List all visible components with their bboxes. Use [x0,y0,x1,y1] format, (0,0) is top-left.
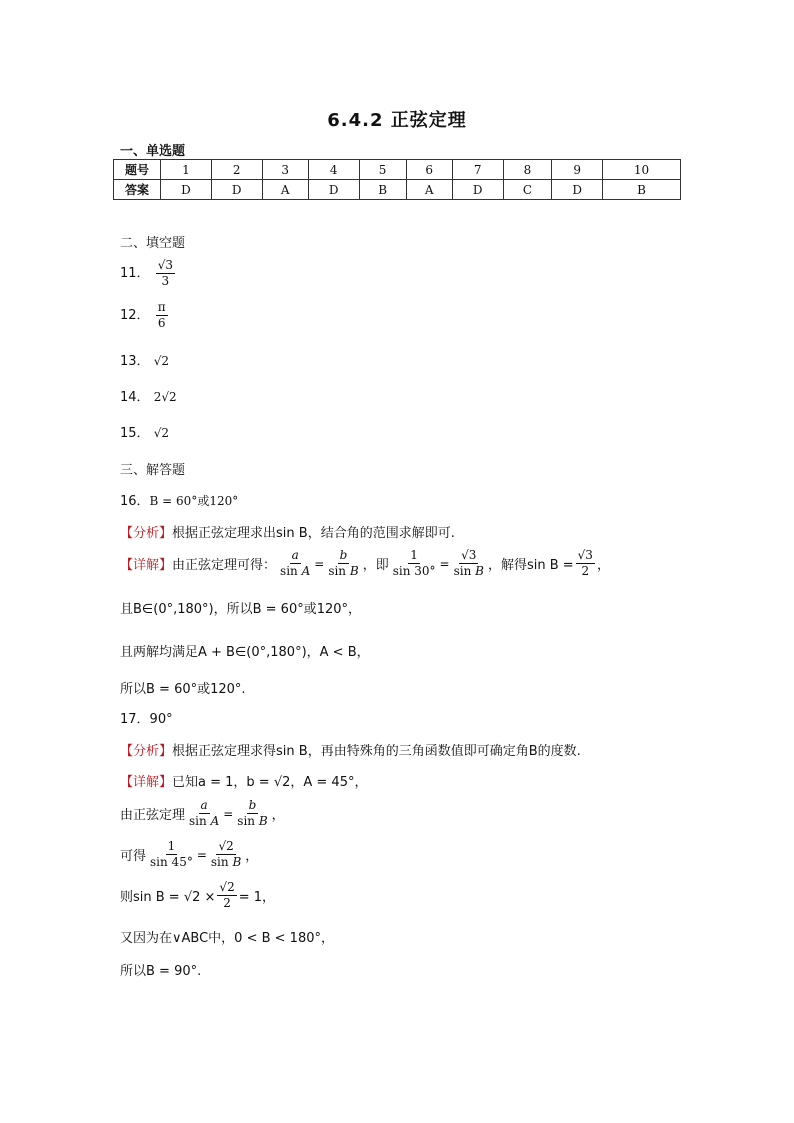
numerator: π [157,300,166,314]
table-cell: B [603,180,681,200]
detail-tag: 【详解】 [120,775,173,790]
q16-line3: 且两解均满足A + B∈(0°,180°)，A < B， [120,645,370,660]
answer-value: B = 60°或120° [149,494,239,508]
detail-text: 由正弦定理可得： [172,558,277,573]
table-cell: B [359,180,406,200]
table-cell: D [552,180,603,200]
question-number: 13． [120,354,150,369]
fraction [156,300,168,331]
answer-11 [120,258,177,289]
answer-value: √2 [153,426,169,440]
answer-14 [120,386,177,405]
answer-12 [120,300,170,331]
table-cell: 3 [262,160,308,180]
fraction-root2-over-sinB: $\frac{√2}{\text{sin B}}$ [210,839,242,869]
answer-value: √2 [153,354,169,368]
fraction-1-over-sin45: $\frac{1}{\sin 45^\circ}$ [150,839,193,869]
fraction-root3-over-2: $\frac{√3}{2}$ [577,548,593,578]
question-number: 16． [120,494,150,509]
question-number: 15． [120,426,150,441]
numerator: √3 [157,258,173,272]
fraction-b-over-sinB: $\frac{b}{\text{sin B}}$ [328,548,359,578]
q17-line6: 所以B = 90°. [120,964,202,979]
fraction [156,258,175,289]
table-cell: D [308,180,359,200]
table-row-label: 答案 [114,180,161,200]
detail-text: 则sin B = √2 × [120,890,216,905]
table-cell: 6 [406,160,452,180]
q17-analysis [120,740,581,759]
fraction-1-over-sin30: $\frac{1}{\sin 30^\circ}$ [392,548,436,578]
table-cell: D [161,180,212,200]
table-cell: 9 [552,160,603,180]
table-row-numbers [114,160,681,180]
analysis-tag: 【分析】 [120,526,173,541]
detail-tag: 【详解】 [120,558,173,573]
denominator: 3 [161,274,170,288]
table-cell: 8 [503,160,552,180]
detail-text: 可得 [120,849,147,864]
q16-detail: 【详解】 由正弦定理可得： $\frac{a}{\text{sin A}}$ = $\frac{b}{\text{sin B}}$ ，即 $\frac{1}{\sin 30^\circ}$ = $\frac{√3}{\text{sin B}}$ ，解得sin B = $\frac{√3}{2}$ ， [120,548,610,578]
table-cell: 1 [161,160,212,180]
table-cell: 10 [603,160,681,180]
page-title: 6.4.2 正弦定理 [327,110,467,131]
answer-13 [120,350,169,369]
table-cell: D [452,180,503,200]
fraction-a-over-sinA: $\frac{a}{\text{sin A}}$ [189,798,220,828]
detail-text: 已知a = 1，b = √2，A = 45°， [172,775,368,790]
q17-line4 [120,880,275,911]
table-cell: 2 [211,160,262,180]
table-cell: 5 [359,160,406,180]
q17-line3: 可得 $\frac{1}{\sin 45^\circ}$ = $\frac{√2}{\text{sin B}}$ ， [120,839,259,869]
fraction-a-over-sinA: $\frac{a}{\text{sin A}}$ [280,548,311,578]
fraction-root2-over-2: $\frac{√2}{2}$ [219,880,235,910]
section-single-choice-heading: 一、单选题 [120,144,186,159]
question-number: 12． [120,308,150,323]
answer-value: 2√2 [153,390,177,404]
q17-line2: 由正弦定理 $\frac{a}{\text{sin A}}$ = $\frac{b}{\text{sin B}}$ ， [120,798,285,828]
analysis-tag: 【分析】 [120,744,173,759]
table-cell: 4 [308,160,359,180]
denominator: 6 [157,316,166,330]
q16-answer [120,490,238,509]
q16-line4: 所以B = 60°或120°. [120,682,246,697]
table-cell: A [262,180,308,200]
q16-analysis [120,522,455,541]
section-fill-blank-heading: 二、填空题 [120,236,186,251]
detail-text: 由正弦定理 [120,808,186,823]
detail-text: ， [596,558,610,573]
q17-answer: 17．90° [120,712,173,727]
q17-line5: 又因为在∨ABC中，0 < B < 180°， [120,931,334,946]
table-cell: C [503,180,552,200]
q17-detail [120,771,367,790]
analysis-text: 根据正弦定理求得sin B，再由特殊角的三角函数值即可确定角B的度数. [172,744,581,759]
detail-text: ，解得sin B = [487,558,574,573]
table-row-label: 题号 [114,160,161,180]
table-cell: A [406,180,452,200]
question-number: 11． [120,266,150,281]
analysis-text: 根据正弦定理求出sin B，结合角的范围求解即可. [172,526,455,541]
answer-table [113,159,681,200]
fraction-root3-over-sinB: $\frac{√3}{\text{sin B}}$ [453,548,484,578]
detail-text: = 1， [238,890,275,905]
detail-text: ，即 [362,558,389,573]
fraction-b-over-sinB: $\frac{b}{\text{sin B}}$ [237,798,268,828]
table-cell: 7 [452,160,503,180]
table-row-answers [114,180,681,200]
section-solution-heading: 三、解答题 [120,463,186,478]
question-number: 14． [120,390,150,405]
answer-15 [120,422,169,441]
q16-line2: 且B∈(0°,180°)，所以B = 60°或120°， [120,602,362,617]
table-cell: D [211,180,262,200]
